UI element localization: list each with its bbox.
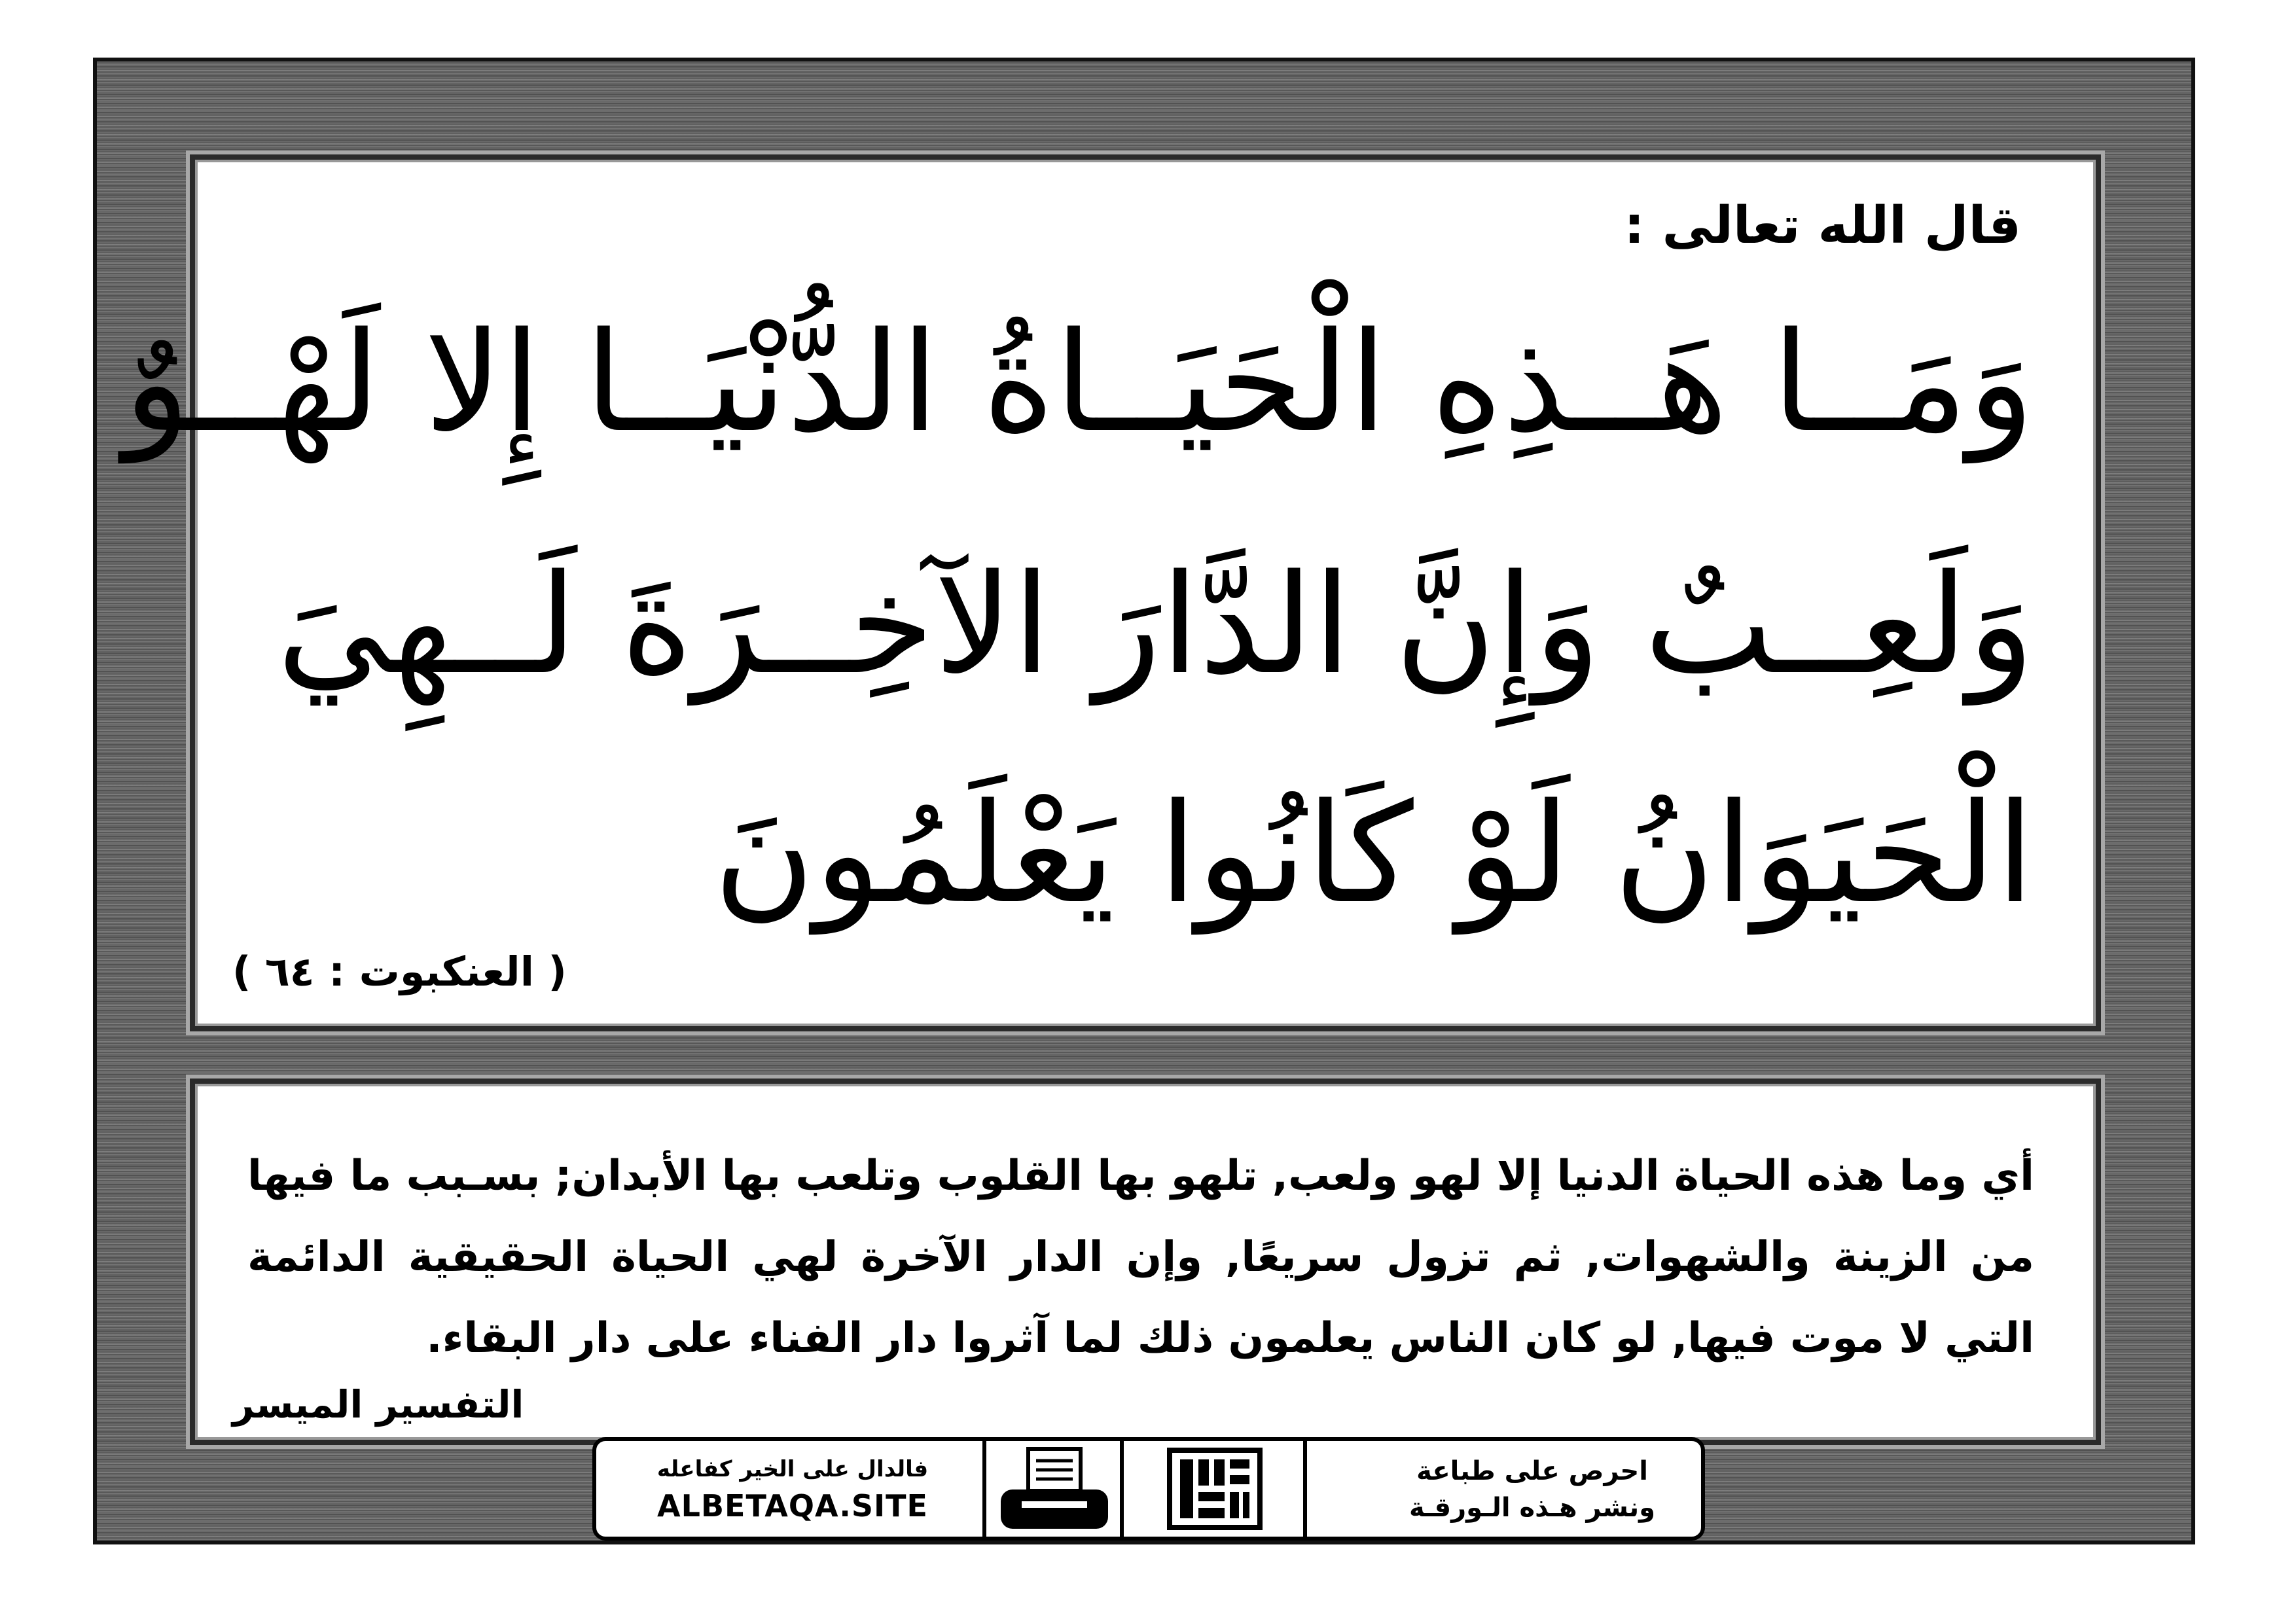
footer-divider xyxy=(982,1441,986,1537)
verse-line-2: وَلَعِــبٌ وَإِنَّ الدَّارَ الآخِــرَةَ لَــهِيَ xyxy=(277,544,2034,705)
footer-slogan-line-1: احرص على طباعة xyxy=(1416,1456,1648,1486)
dawat-alwaraqa-logo-icon xyxy=(1166,1446,1264,1531)
footer-slogan xyxy=(1369,1453,1696,1525)
footer-divider xyxy=(1303,1441,1307,1537)
tafsir-source: التفسير الميسر xyxy=(232,1382,524,1427)
footer-bar xyxy=(592,1437,1705,1541)
verse-line-1: وَمَــا هَــذِهِ الْحَيَــاةُ الدُّنْيَــا إِلا لَهْــوٌ xyxy=(124,302,2034,463)
printer-icon xyxy=(996,1446,1113,1531)
verse-intro: قال الله تعالى : xyxy=(1624,196,2021,255)
footer-slogan-line-2: ونشر هـذه الـورقـة xyxy=(1408,1493,1656,1523)
footer-motto: فالدال على الخير كفاعله xyxy=(656,1456,929,1482)
footer-site-box xyxy=(622,1453,963,1531)
verse-line-3: الْحَيَوَانُ لَوْ كَانُوا يَعْلَمُونَ xyxy=(713,774,2034,934)
footer-site-link[interactable]: ALBETAQA.SITE xyxy=(657,1488,928,1524)
footer-divider xyxy=(1120,1441,1124,1537)
tafsir-text: أي وما هذه الحياة الدنيا إلا لهو ولعب, تلهو بها القلوب وتلعب بها الأبدان; بسـبب ما فيها من الزينة والشهوات, ثم تزول سريعًا, وإن الدار الآخرة لهي الحياة الحقيقية الدائمة التي لا موت فيها, لو كان الناس يعلمون ذلك لما آثروا دار الفناء على دار البقاء. xyxy=(247,1152,2034,1363)
verse-reference: ( العنكبوت : ٦٤ ) xyxy=(232,948,567,995)
